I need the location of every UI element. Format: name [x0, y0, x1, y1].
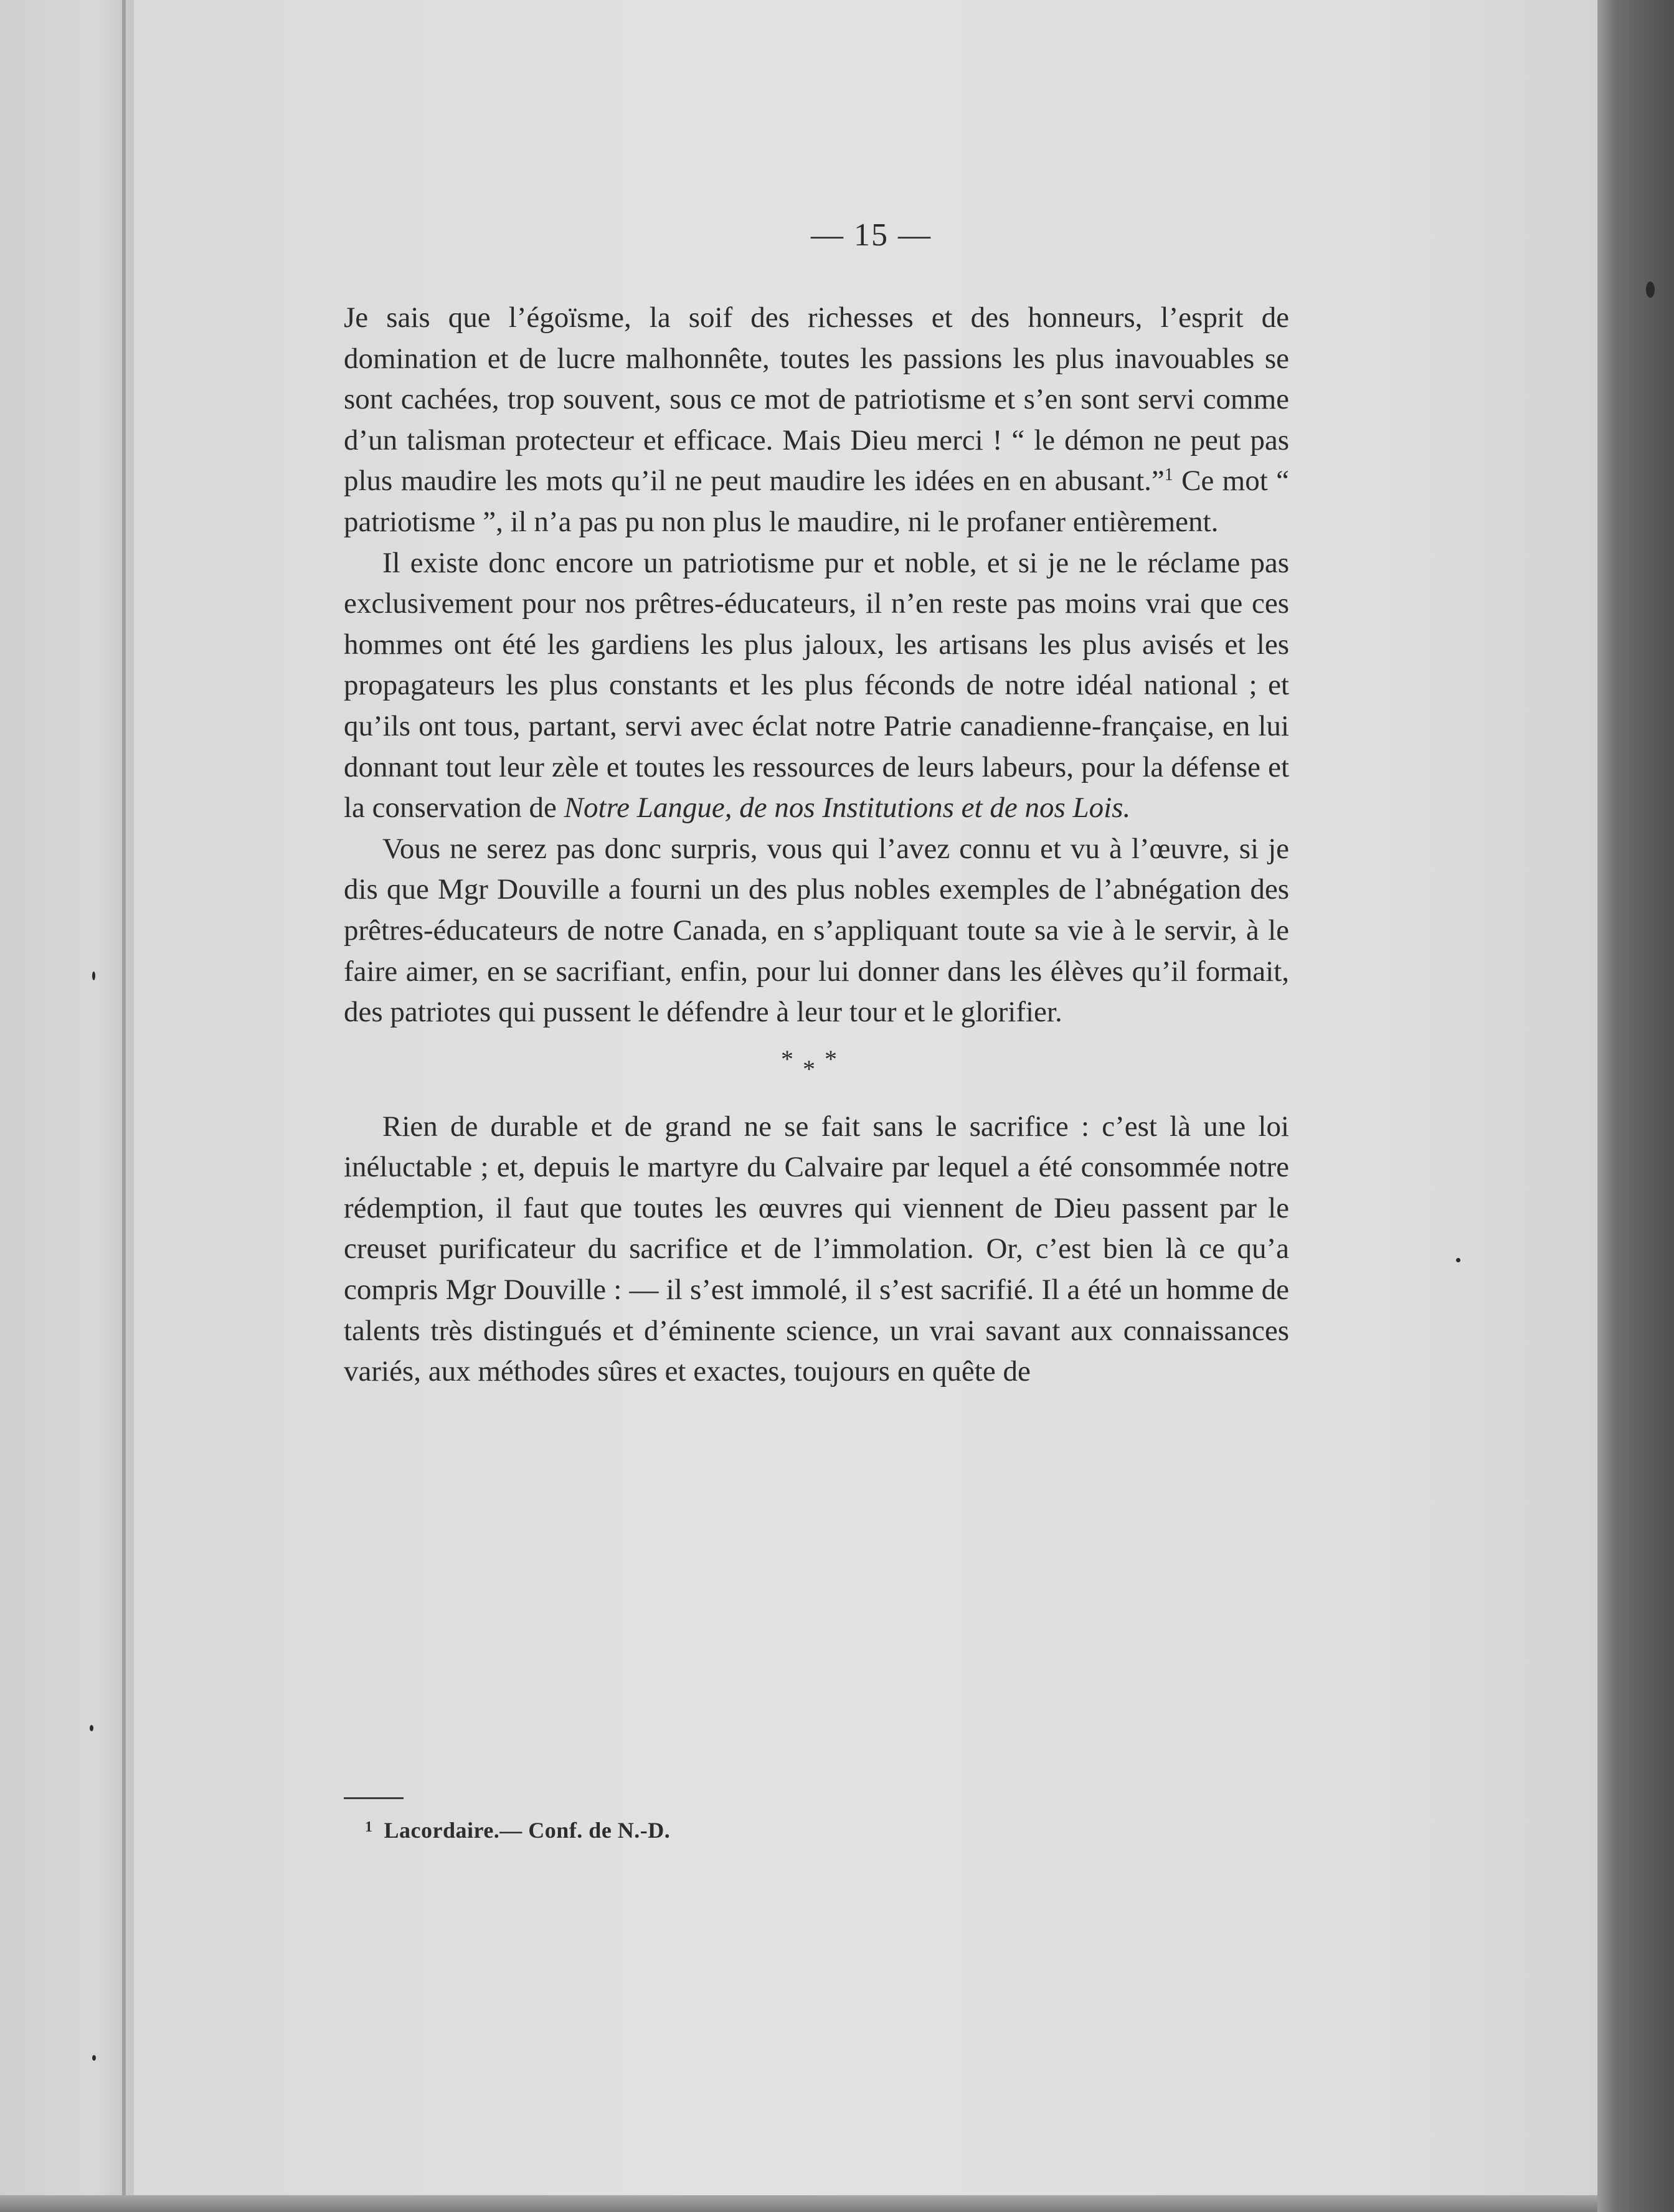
scan-speck [1456, 1258, 1460, 1262]
section-break-asterism [344, 1033, 1289, 1107]
page-number: — 15 — [811, 217, 932, 253]
scan-bottom-edge [0, 2195, 1597, 2212]
footnote-rule [344, 1797, 404, 1799]
scan-speck [90, 1725, 93, 1731]
footnote-reference: 1 [1164, 465, 1173, 485]
paragraph-1 [344, 298, 1289, 543]
body-text [344, 298, 1289, 1392]
footnote-mark: 1 [365, 1819, 373, 1835]
paragraph-4: Rien de durable et de grand ne se fait sans le sacrifice : c’est là une loi inéluctable ; et, depuis le martyre du Calvaire par lequel a été consommée notre rédemption, il faut que toutes les œuvres qui viennent de Dieu passent par le creuset purificateur du sacrifice et de l’immolation. Or, c’est bien là ce qu’a compris Mgr Douville : — il s’est immolé, il s’est sacrifié. Il a été un homme de talents très distingués et d’éminente science, un vrai savant aux connaissances variés, aux méthodes sûres et exactes, toujours en quête de [344, 1110, 1289, 1388]
asterisk: * [825, 1044, 837, 1073]
scan-speck [92, 971, 95, 980]
scan-speck [92, 2055, 96, 2061]
paragraph-2-text: Il existe donc encore un patriotisme pur et noble, et si je ne le réclame pas exclusivement pour nos prêtres-éducateurs, il n’en reste pas moins vrai que ces hommes ont été les gardiens les plus jaloux, les artisans les plus avisés et les propagateurs les plus constants et les plus féconds de notre idéal national ; et qu’ils ont tous, partant, servi avec éclat notre Patrie canadienne-française, en lui donnant tout leur zèle et toutes les ressources de leurs labeurs, pour la défense et la conservation de [344, 546, 1289, 825]
scan-right-edge [1597, 0, 1674, 2212]
scan-speck [1646, 281, 1655, 298]
paragraph-1-text-a: Je sais que l’égoïsme, la soif des richesses et des honneurs, l’esprit de domination et de lucre malhonnête, toutes les passions les plus inavouables se sont cachées, trop souvent, sous ce mot de patriotisme et s’en sont servi comme d’un talisman protecteur et efficace. Mais Dieu merci ! “ le démon ne peut pas plus maudire les mots qu’il ne peut maudire les idées en en abusant.” [344, 301, 1289, 498]
footnote [365, 1817, 670, 1843]
binding-fold-line [122, 0, 126, 2212]
paragraph-3: Vous ne serez pas donc surpris, vous qui l’avez connu et vu à l’œuvre, si je dis que Mgr Douville a fourni un des plus nobles exemples de l’abnégation des prêtres-éducateurs de notre Canada, en s’appliquant toute sa vie à le servir, à le faire aimer, en se sacrifiant, enfin, pour lui donner dans les élèves qu’il formait, des patriotes qui pussent le défendre à leur tour et le glorifier. [344, 832, 1289, 1029]
paragraph-2-italic: Notre Langue, de nos Institutions et de nos Lois. [564, 792, 1131, 825]
paragraph-1-text-b: Ce mot “ patriotisme ”, il n’a pas pu non plus le maudire, ni le profaner entièrement. [344, 465, 1289, 538]
paragraph-2 [344, 543, 1289, 829]
asterisk: * [781, 1044, 793, 1073]
footnote-text: Lacordaire.— Conf. de N.-D. [384, 1818, 671, 1843]
scan-left-margin [0, 0, 134, 2212]
asterisk: * [803, 1054, 815, 1083]
